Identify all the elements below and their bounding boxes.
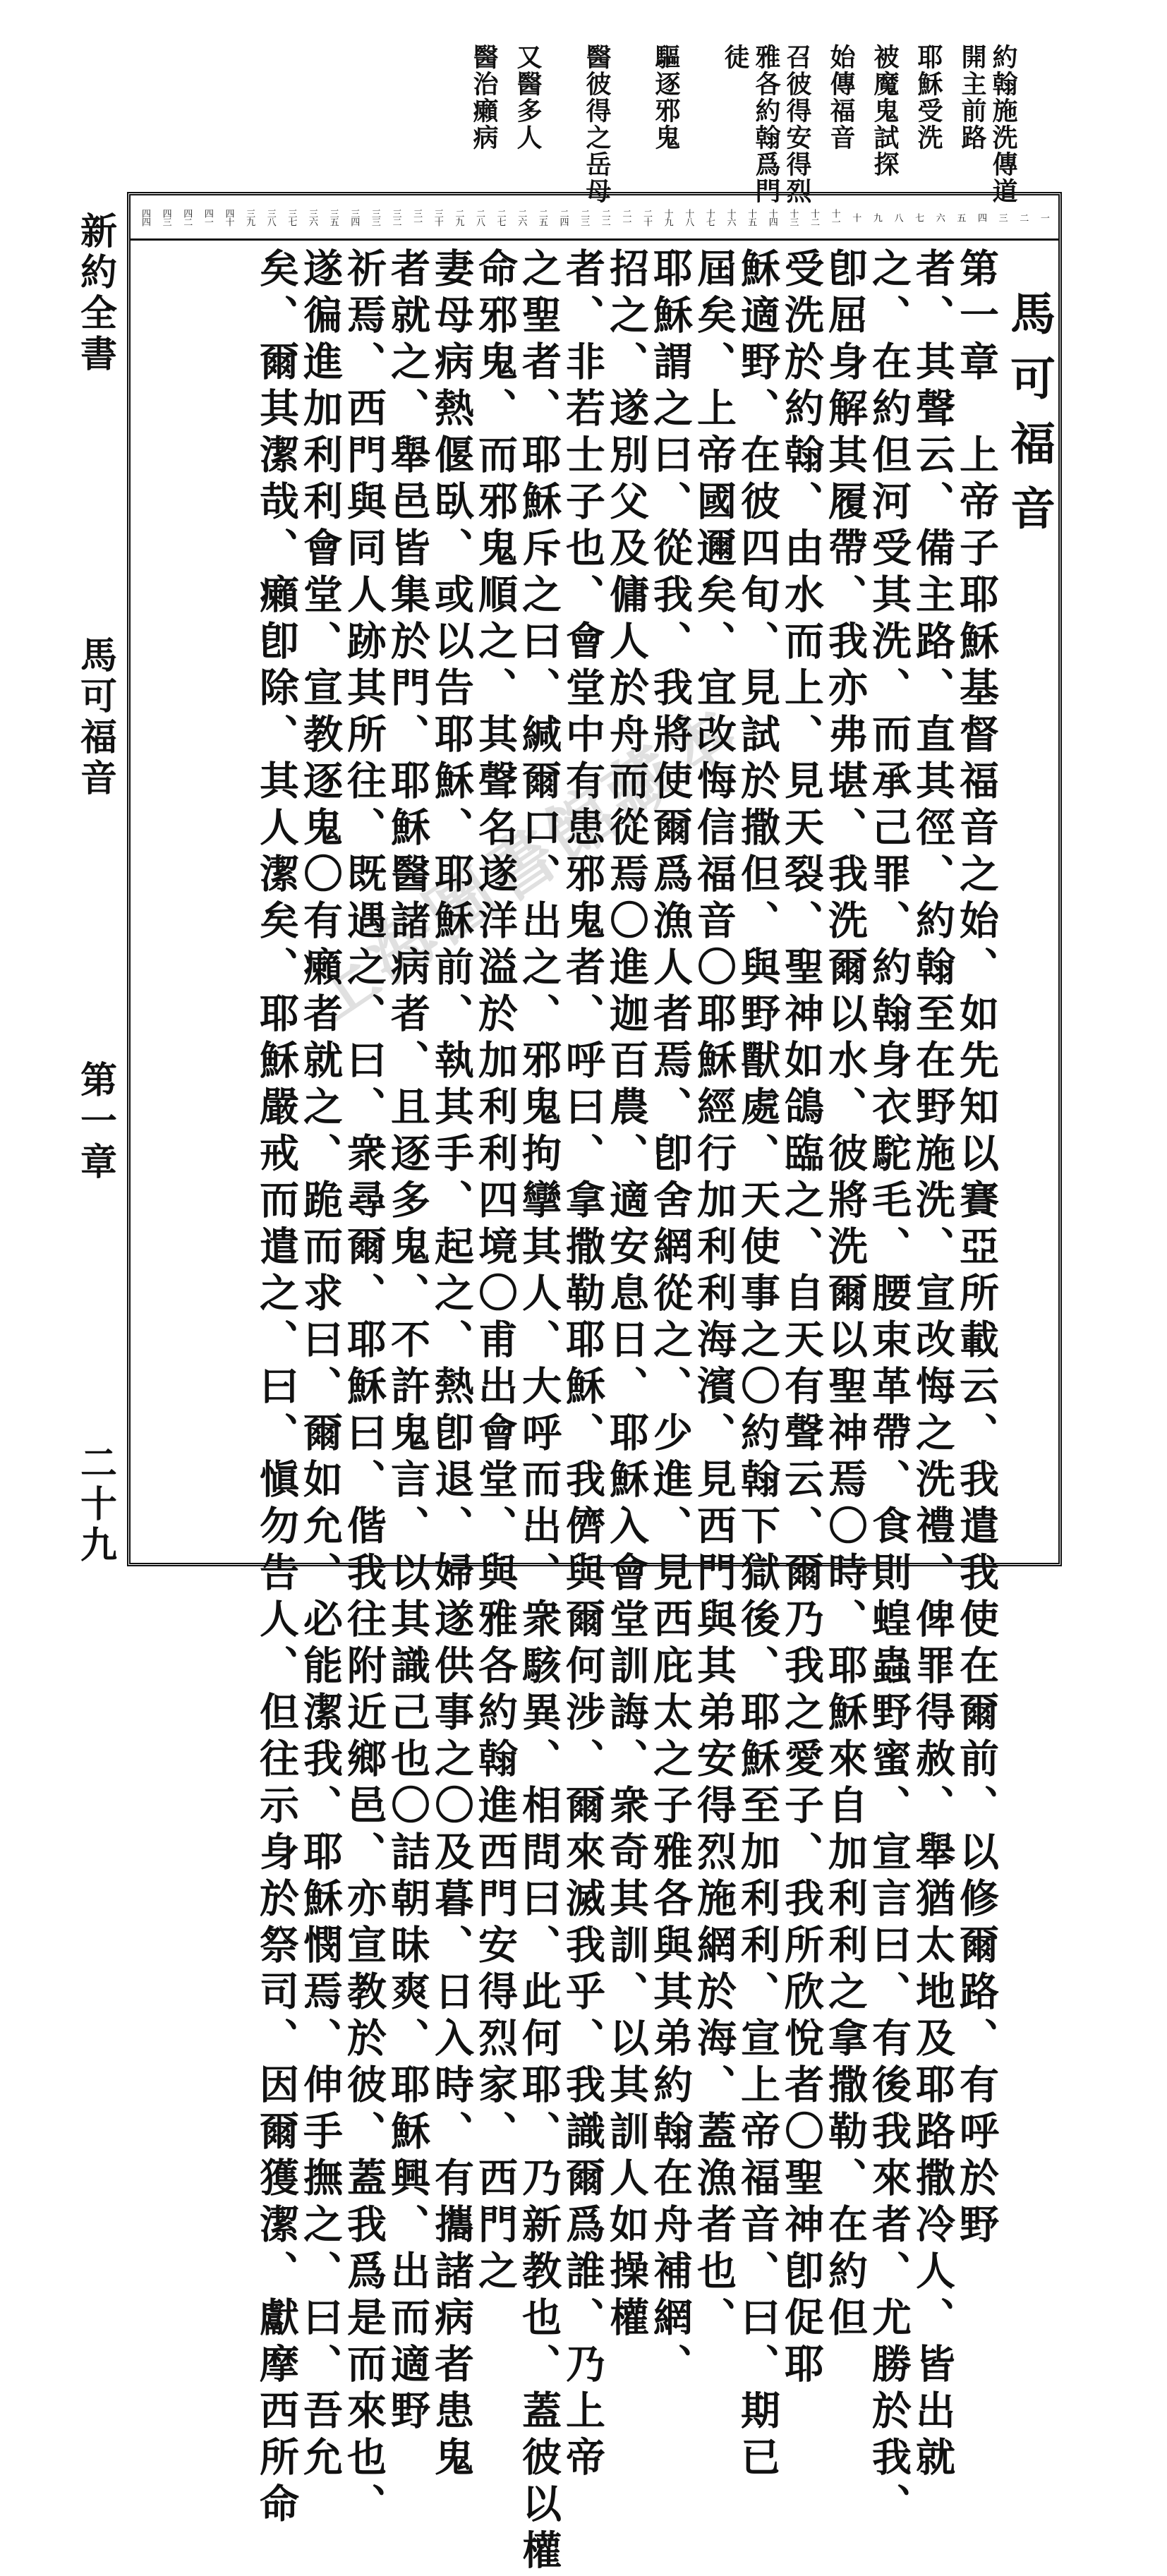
text-column: 穌適野、在彼四旬、見試於撒但、與野獸處、天使事之〇約翰下獄後、耶穌至加利利、宣上帝福音、曰、期已	[734, 248, 781, 2483]
verse-number: 四一	[202, 208, 213, 226]
verse-number: 三七	[286, 208, 297, 226]
verse-number: 四四	[140, 208, 150, 226]
verse-number: 二五	[536, 208, 548, 226]
headnote: 始傳福音	[826, 44, 856, 151]
headnote: 召彼得安得烈雅各約翰爲門徒	[720, 44, 812, 205]
page-number: 二十九	[73, 1443, 117, 1566]
headnote: 約翰施洗傳道開主前路	[957, 44, 1018, 205]
text-column: 受洗於約翰、由水而上、見天裂、聖神如鴿臨之、自天有聲云、爾乃我之愛子、我所欣悅者〇聖神卽促耶	[778, 248, 825, 2390]
verse-number: 十七	[703, 208, 715, 226]
text-column: 者就之、舉邑皆集於門、耶穌醫諸病者、且逐多鬼、不許鬼言、以其識己也〇詰朝昧爽、耶穌興、出而適野	[385, 248, 431, 2436]
verse-number: 三四	[349, 208, 360, 226]
text-column: 者、其聲云、備主路、直其徑、約翰至在野施洗、宣改悔之洗禮、俾罪得赦、舉猶太地及耶路撒冷人、皆出就	[909, 248, 956, 2483]
verse-number: 十六	[725, 208, 736, 226]
verse-number: 二三	[579, 208, 590, 226]
verse-number: 二十	[641, 208, 652, 226]
verse-number: 十八	[683, 208, 694, 226]
verse-number: 十一	[829, 208, 840, 226]
text-column: 命邪鬼、而邪鬼順之、其聲名遂洋溢於加利利四境〇甫出會堂、與雅各約翰進西門安得烈家、西門之	[472, 248, 519, 2297]
verse-number: 四十	[223, 208, 234, 226]
text-column: 矣、爾其潔哉、癩卽除、其人潔矣、耶穌嚴戒而遣之、曰、愼勿告人、但往示身於祭司、因爾獲潔、獻摩西所命	[253, 248, 300, 2529]
chapter-label: 第一章	[73, 1060, 117, 1183]
headnote: 被魔鬼試探	[870, 44, 900, 178]
verse-number: 十二	[809, 208, 819, 226]
gospel-heading: 馬可福音	[1003, 290, 1056, 550]
verse-number: 三三	[369, 208, 380, 226]
verse-number: 四二	[181, 208, 193, 226]
verse-number: 七	[913, 212, 924, 222]
running-head	[71, 212, 120, 1566]
headnote: 驅逐邪鬼	[651, 44, 681, 151]
headnote: 又醫多人	[513, 44, 543, 151]
headnote: 醫彼得之岳母	[582, 44, 612, 205]
verse-number: 十九	[662, 208, 673, 226]
verse-number: 三五	[327, 208, 339, 226]
verse-number: 五	[955, 212, 966, 222]
book-title: 新約全書	[73, 212, 117, 375]
text-frame	[127, 192, 1062, 2576]
verse-number: 二七	[495, 208, 506, 226]
verse-number-bar	[131, 195, 1058, 241]
text-column: 卽屈身解其履帶、我亦弗堪、我洗爾以水、彼將洗爾以聖神焉〇時、耶穌來自加利利之拿撒勒、在約但	[822, 248, 869, 2343]
verse-number: 三一	[411, 208, 423, 226]
verse-number: 二八	[474, 208, 485, 226]
text-column: 耶穌謂之曰、從我、我將使爾爲漁人者焉、卽舍網從之、少進、見西庇太之子雅各與其弟約翰在舟補網、	[647, 248, 694, 2390]
text-column: 屆矣、上帝國邇矣、宜改悔信福音〇耶穌經行加利利海濱、見西門與其弟安得烈施網於海、蓋漁者也、	[691, 248, 737, 2343]
verse-number: 九	[871, 212, 882, 222]
text-column: 者、非若士子也、會堂中有患邪鬼者、呼曰、拿撒勒耶穌、我儕與爾何涉、爾來滅我乎、我識爾爲誰、乃上帝	[560, 248, 606, 2483]
text-column: 第一章 上帝子耶穌基督福音之始、如先知以賽亞所載云、我遣我使在爾前、以修爾路、有呼於野	[953, 248, 1000, 2250]
verse-number: 二九	[453, 208, 464, 226]
gospel-title: 馬可福音	[73, 636, 117, 800]
text-column: 之、在約但河受其洗、而承己罪、約翰身衣駝毛、腰束革帶、食則蝗蟲野蜜、宣言曰、有後我來者、尤勝於我、	[866, 248, 912, 2529]
verse-number: 四三	[160, 208, 171, 226]
verse-number: 二一	[620, 208, 631, 226]
verse-number: 六	[933, 212, 945, 222]
headnote: 醫治癩病	[469, 44, 499, 151]
verse-number: 三八	[265, 208, 276, 226]
verse-number: 八	[892, 212, 903, 222]
text-column: 招之、遂別父及傭人於舟而從焉〇進迦百農、適安息日、耶穌入會堂訓誨、衆奇其訓、以其訓人如操權	[603, 248, 650, 2343]
text-column: 祈焉、西門與同人跡其所往、既遇之、曰、衆尋爾、耶穌曰、偕我往附近鄉邑、亦宣教於彼、蓋我爲是而來也、	[341, 248, 387, 2529]
verse-number: 十	[850, 212, 861, 222]
verse-number: 二二	[599, 208, 610, 226]
verse-number: 三十	[432, 208, 443, 226]
text-column: 遂徧進加利利會堂、宣教逐鬼〇有癩者就之、跪而求曰、爾如允、必能潔我、耶穌憫焉、伸手撫之、曰、吾允	[297, 248, 344, 2483]
text-column: 妻母病熱偃臥、或以告耶穌、耶穌前、執其手、起之、熱卽退、婦遂供事之〇及暮、日入時、有攜諸病者患鬼	[428, 248, 475, 2483]
verse-number: 三二	[390, 208, 401, 226]
verse-number: 一	[1038, 212, 1049, 222]
watermark: 上海圖書館藏本	[291, 689, 754, 1038]
headnotes	[443, 44, 1019, 206]
verse-number: 三	[996, 212, 1008, 222]
verse-number: 二四	[557, 208, 569, 226]
verse-number: 十三	[787, 208, 799, 226]
text-body	[139, 248, 1056, 2576]
verse-number: 三九	[244, 208, 255, 226]
verse-number: 四	[976, 212, 986, 222]
verse-number: 二	[1017, 212, 1029, 222]
headnote: 耶穌受洗	[914, 44, 943, 151]
verse-number: 三六	[307, 208, 318, 226]
verse-number: 十四	[766, 208, 778, 226]
verse-number: 二六	[516, 208, 527, 226]
verse-number: 十五	[746, 208, 757, 226]
text-column: 之聖者、耶穌斥之曰、緘爾口、出之、邪鬼拘攣其人、大呼而出、衆駭異、相問曰、此何耶、乃新教也、蓋彼以權	[516, 248, 562, 2576]
